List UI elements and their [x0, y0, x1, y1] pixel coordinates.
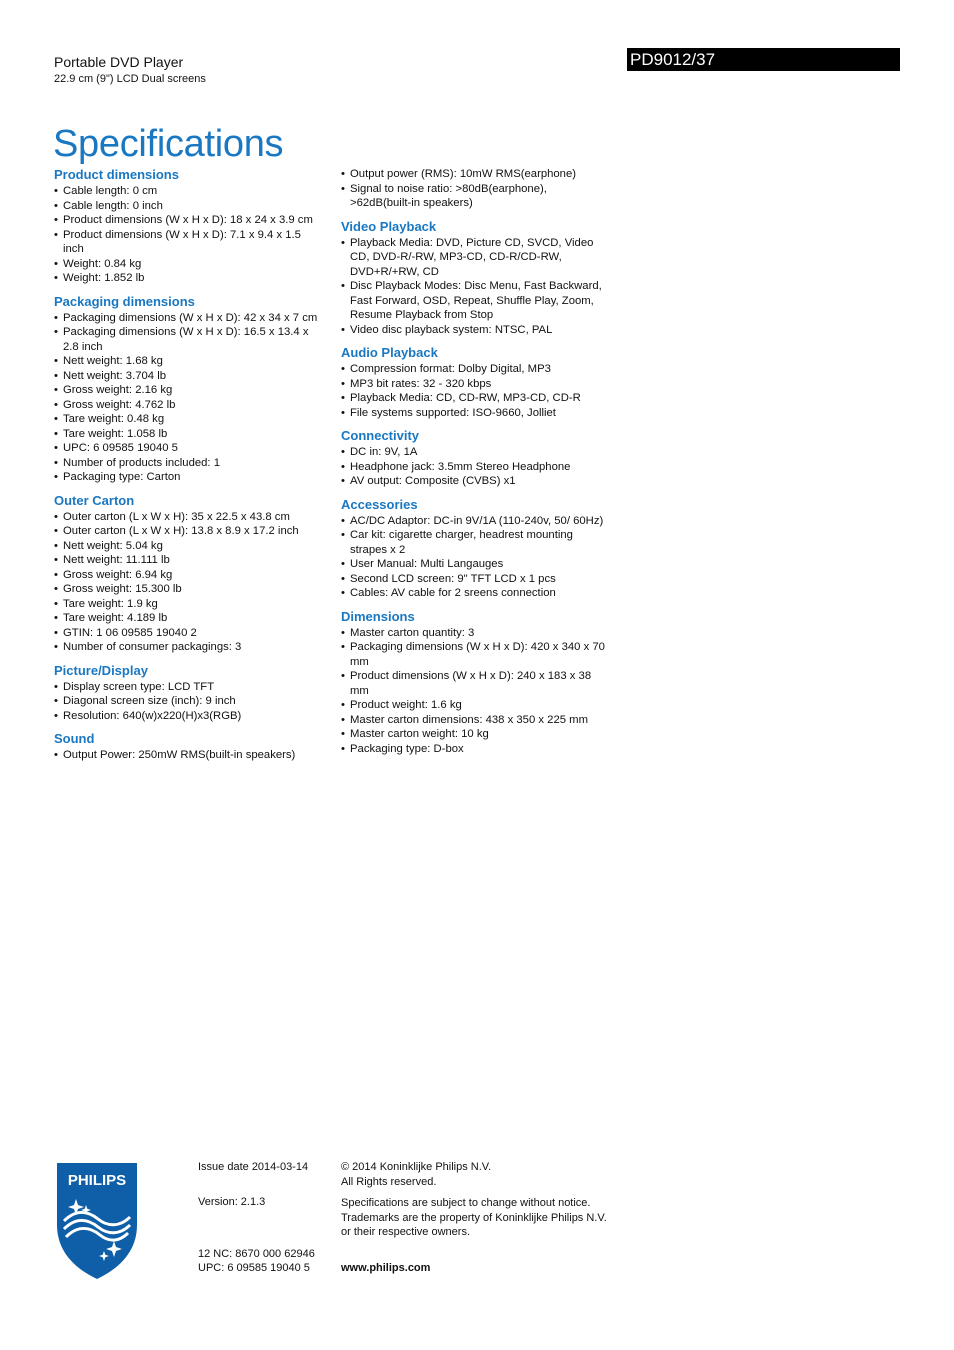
spec-item: • File systems supported: ISO-9660, Jolliet	[341, 406, 611, 421]
spec-item: • Product dimensions (W x H x D): 18 x 24 x 3.9 cm	[54, 213, 324, 228]
spec-item: • MP3 bit rates: 32 - 320 kbps	[341, 377, 611, 392]
spec-item: • Tare weight: 4.189 lb	[54, 611, 324, 626]
spec-section	[54, 493, 324, 655]
version: Version: 2.1.3	[198, 1196, 266, 1208]
spec-item: • AC/DC Adaptor: DC-in 9V/1A (110-240v, 50/ 60Hz)	[341, 514, 611, 529]
section-title: Connectivity	[341, 428, 420, 443]
spec-item: • Nett weight: 11.111 lb	[54, 553, 324, 568]
section-title: Audio Playback	[341, 345, 438, 360]
spec-item: • Gross weight: 15.300 lb	[54, 582, 324, 597]
spec-section	[54, 167, 324, 286]
section-title: Dimensions	[341, 608, 415, 624]
spec-list	[341, 362, 611, 420]
spec-item: • Second LCD screen: 9" TFT LCD x 1 pcs	[341, 572, 611, 587]
section-title: Outer Carton	[54, 492, 135, 508]
spec-item: • Tare weight: 1.058 lb	[54, 427, 324, 442]
spec-list	[54, 748, 324, 763]
section-title: Sound	[54, 731, 95, 746]
copyright: © 2014 Koninklijke Philips N.V. All Rights reserved.	[341, 1161, 492, 1188]
spec-item: • Gross weight: 2.16 kg	[54, 383, 324, 398]
section-title: Picture/Display	[54, 662, 148, 678]
spec-item: • AV output: Composite (CVBS) x1	[341, 474, 611, 489]
spec-item: • Packaging type: Carton	[54, 470, 324, 485]
spec-item: • Packaging type: D-box	[341, 742, 611, 757]
spec-item: • Number of consumer packagings: 3	[54, 640, 324, 655]
spec-item: • Tare weight: 1.9 kg	[54, 597, 324, 612]
spec-item: • Outer carton (L x W x H): 35 x 22.5 x 43.8 cm	[54, 510, 324, 525]
spec-list	[341, 626, 611, 757]
disclaimer: Specifications are subject to change without notice. Trademarks are the property of Koninklijke Philips N.V. or their respective owners.	[341, 1197, 607, 1238]
spec-item: • Output Power: 250mW RMS(built-in speakers)	[54, 748, 324, 763]
model-badge: PD9012/37	[627, 48, 900, 71]
spec-list	[54, 184, 324, 286]
section-title: Packaging dimensions	[54, 293, 195, 309]
spec-item: • Resolution: 640(w)x220(H)x3(RGB)	[54, 709, 324, 724]
spec-item: • Master carton quantity: 3	[341, 626, 611, 641]
section-title: Product dimensions	[54, 167, 179, 182]
spec-column-left	[54, 167, 324, 771]
product-name: Portable DVD Player	[54, 54, 184, 70]
page-title: Specifications	[53, 123, 284, 166]
spec-item: • Signal to noise ratio: >80dB(earphone), >62dB(built-in speakers)	[341, 182, 611, 211]
spec-item: • Nett weight: 5.04 kg	[54, 539, 324, 554]
spec-list	[54, 311, 324, 485]
spec-item: • Output power (RMS): 10mW RMS(earphone)	[341, 167, 611, 182]
spec-section	[54, 663, 324, 724]
spec-list	[54, 510, 324, 655]
logo-wordmark: PHILIPS	[67, 1172, 127, 1189]
spec-item: • User Manual: Multi Langauges	[341, 557, 611, 572]
spec-list	[341, 514, 611, 601]
spec-item: • Packaging dimensions (W x H x D): 420 x 340 x 70 mm	[341, 640, 611, 669]
spec-item: • Nett weight: 3.704 lb	[54, 369, 324, 384]
spec-item: • Number of products included: 1	[54, 456, 324, 471]
spec-item: • Tare weight: 0.48 kg	[54, 412, 324, 427]
product-subtitle: 22.9 cm (9") LCD Dual screens	[54, 73, 206, 85]
spec-item: • Master carton weight: 10 kg	[341, 727, 611, 742]
spec-item: • Product weight: 1.6 kg	[341, 698, 611, 713]
spec-list	[341, 167, 611, 211]
spec-item: • Nett weight: 1.68 kg	[54, 354, 324, 369]
spec-column-right	[341, 167, 611, 764]
spec-section	[341, 609, 611, 757]
spec-item: • Cables: AV cable for 2 sreens connection	[341, 586, 611, 601]
twelve-nc: 12 NC: 8670 000 62946	[198, 1248, 315, 1260]
section-title: Accessories	[341, 496, 418, 512]
spec-section	[341, 497, 611, 601]
spec-item: • Diagonal screen size (inch): 9 inch	[54, 694, 324, 709]
spec-item: • Weight: 0.84 kg	[54, 257, 324, 272]
issue-date: Issue date 2014-03-14	[198, 1161, 309, 1173]
spec-item: • Disc Playback Modes: Disc Menu, Fast Backward, Fast Forward, OSD, Repeat, Shuffle Play, Zoom, Resume Playback from Stop	[341, 279, 611, 323]
website-link[interactable]: www.philips.com	[341, 1262, 431, 1274]
spec-section	[54, 294, 324, 485]
section-title: Video Playback	[341, 218, 437, 234]
spec-item: • Car kit: cigarette charger, headrest mounting strapes x 2	[341, 528, 611, 557]
philips-shield-logo	[54, 1163, 140, 1279]
spec-item: • Packaging dimensions (W x H x D): 16.5 x 13.4 x 2.8 inch	[54, 325, 324, 354]
spec-list	[341, 236, 611, 338]
spec-item: • UPC: 6 09585 19040 5	[54, 441, 324, 456]
spec-item: • Weight: 1.852 lb	[54, 271, 324, 286]
spec-item: • Playback Media: CD, CD-RW, MP3-CD, CD-R	[341, 391, 611, 406]
spec-section	[54, 731, 324, 763]
spec-item: • Gross weight: 6.94 kg	[54, 568, 324, 583]
spec-item: • Product dimensions (W x H x D): 240 x 183 x 38 mm	[341, 669, 611, 698]
spec-item: • Product dimensions (W x H x D): 7.1 x 9.4 x 1.5 inch	[54, 228, 324, 257]
spec-item: • DC in: 9V, 1A	[341, 445, 611, 460]
spec-section	[341, 345, 611, 420]
spec-section	[341, 167, 611, 211]
spec-item: • Playback Media: DVD, Picture CD, SVCD, Video CD, DVD-R/-RW, MP3-CD, CD-R/CD-RW, DVD+R/+RW, CD	[341, 236, 611, 280]
spec-item: • Packaging dimensions (W x H x D): 42 x 34 x 7 cm	[54, 311, 324, 326]
spec-item: • Video disc playback system: NTSC, PAL	[341, 323, 611, 338]
spec-list	[54, 680, 324, 724]
spec-section	[341, 428, 611, 489]
spec-item: • Outer carton (L x W x H): 13.8 x 8.9 x 17.2 inch	[54, 524, 324, 539]
spec-item: • Gross weight: 4.762 lb	[54, 398, 324, 413]
spec-item: • Display screen type: LCD TFT	[54, 680, 324, 695]
spec-item: • Compression format: Dolby Digital, MP3	[341, 362, 611, 377]
spec-section	[341, 219, 611, 338]
spec-item: • Cable length: 0 inch	[54, 199, 324, 214]
spec-item: • Cable length: 0 cm	[54, 184, 324, 199]
spec-list	[341, 445, 611, 489]
spec-item: • Headphone jack: 3.5mm Stereo Headphone	[341, 460, 611, 475]
spec-item: • Master carton dimensions: 438 x 350 x 225 mm	[341, 713, 611, 728]
footer-upc: UPC: 6 09585 19040 5	[198, 1262, 310, 1274]
spec-item: • GTIN: 1 06 09585 19040 2	[54, 626, 324, 641]
